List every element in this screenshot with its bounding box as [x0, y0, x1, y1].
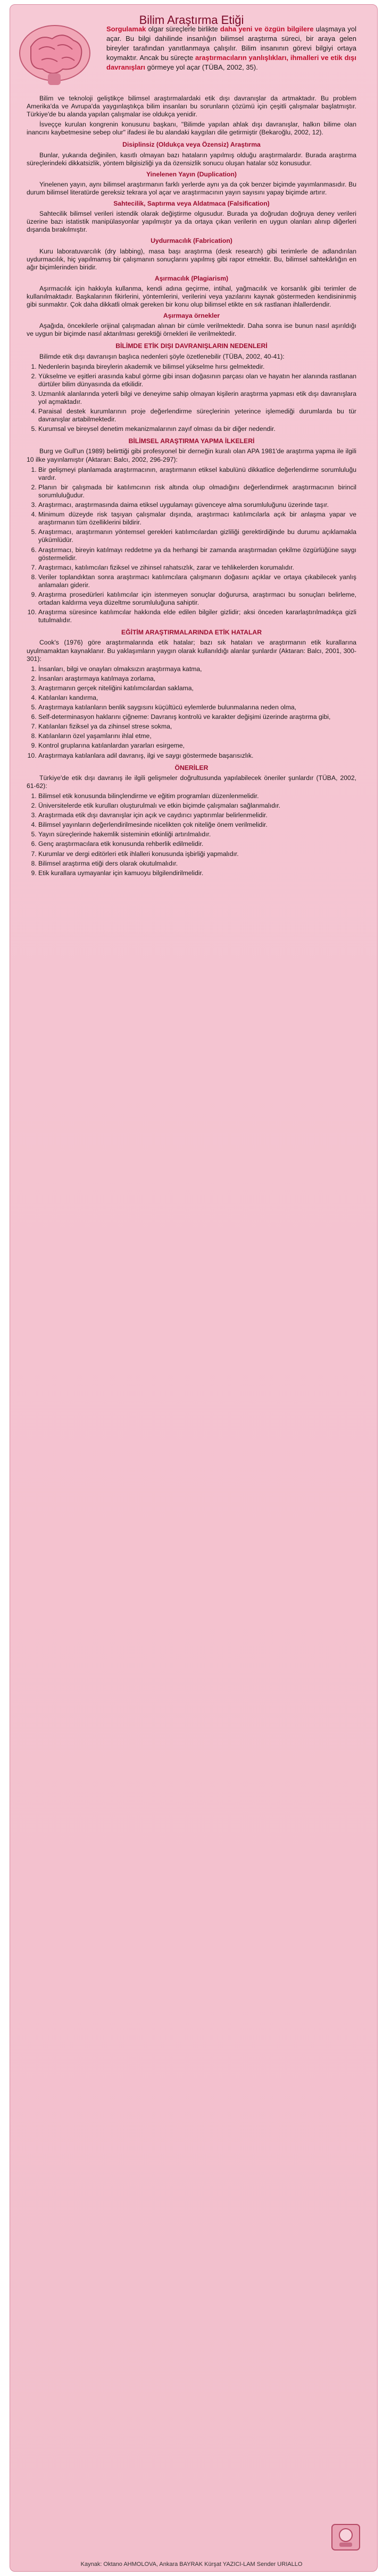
paragraph: Bilimde etik dışı davranışın başlıca nedenleri şöyle özetlenebilir (TÜBA, 2002, 40-41): — [39, 352, 285, 360]
numbered-list — [27, 665, 356, 760]
paragraph: İsveççe kurulan kongrenin konusunu başkanı, "Bilimde yapılan ahlak dışı davranışlar, halkın bilime olan inancını kaybetmesine sebep olur" ifadesi ile bu alandaki kaygıları dile getirmiştir (Bekaroğlu, 2002, 12). — [27, 121, 356, 137]
section-heading: Sahtecilik, Saptırma veya Aldatmaca (Falsification) — [113, 200, 270, 208]
section-heading: BİLİMDE ETİK DIŞI DAVRANIŞLARIN NEDENLERİ — [115, 342, 268, 350]
list-item: 3. Araştırmanın gerçek niteliğini katılımcılardan saklama, — [38, 684, 356, 692]
list-item: 4. Bilimsel yayınların değerlendirilmesinde nicelikten çok niteliğe önem verilmelidir. — [38, 821, 356, 829]
list-item: 2. Yükselme ve eşitleri arasında kabul görme gibi insan doğasının parçası olan ve hayatın her alanında rastlanan dürtüler bilim dünyasında da etkilidir. — [38, 372, 356, 388]
list-item: 2. Planın bir çalışmada bir katılımcının risk altında olup olmadığını değerlendirmek araştırmacının birincil sorumluluğudur. — [38, 484, 356, 499]
paragraph: Bilim ve teknoloji geliştikçe bilimsel araştırmalardaki etik dışı davranışlar da artmaktadır. Bu problem Amerika'da ve Avrupa'da yaygınlaştıkça bilim insanları bu sorunların çözümü için çeşitli çalışmalar başlatmıştır. Türkiye'de bu alanda yapılan çalışmalar ise oldukça yenidir. — [27, 95, 356, 118]
list-item: 8. Bilimsel araştırma etiği ders olarak okutulmalıdır. — [38, 860, 356, 868]
list-item: 6. Araştırmacı, bireyin katılmayı reddetme ya da herhangi bir zamanda araştırmadan çekilme özgürlüğüne saygı göstermelidir. — [38, 546, 356, 562]
list-item: 1. Nedenlerin başında bireylerin akademik ve bilimsel yükselme hırsı gelmektedir. — [38, 363, 356, 371]
list-item: 4. Minimum düzeyde risk taşıyan çalışmalar dışında, araştırmacı katılımcılarla açık bir anlaşma yapar ve araştırmanın tüm özelliklerini bildirir. — [38, 511, 356, 527]
list-item: 3. Araştırmada etik dışı davranışlar için açık ve caydırıcı yaptırımlar belirlenmelidir. — [38, 811, 356, 819]
section-heading: Aşırmacılık (Plagiarism) — [154, 274, 229, 282]
list-item: 4. Katılanları kandırma, — [38, 694, 356, 702]
footer-credits: Kaynak: Oktano AHMOLOVA, Ankara BAYRAK Kürşat YAZICI-LAM Sender URIALLO — [80, 2561, 303, 2567]
main-content — [27, 95, 356, 879]
brain-illustration — [15, 20, 95, 89]
numbered-list — [27, 466, 356, 625]
list-item: 7. Katılanları fiziksel ya da zihinsel strese sokma, — [38, 723, 356, 731]
list-item: 10. Araştırmaya katılanlara adil davranış, ilgi ve saygı göstermede başarısızlık. — [38, 752, 356, 760]
paragraph: Sahtecilik bilimsel verileri istendik olarak değiştirme olgusudur. Burada ya doğrudan doğruya deney verileri üzerine bazı istatistik manipülasyonlar yapılmıştır ya da ortaya çıkan verilerin en uygun olanları alınıp diğerleri dışarıda bırakılmıştır. — [27, 210, 356, 234]
list-item: 9. Kontrol gruplarına katılanlardan yararları esirgeme, — [38, 742, 356, 750]
paragraph: Türkiye'de etik dışı davranış ile ilgili gelişmeler doğrultusunda yapılabilecek öneriler şunlardır (TÜBA, 2002, 61-62): — [27, 774, 356, 790]
paragraph: Bunlar, yukarıda değinilen, kasıtlı olmayan bazı hataların yapılmış olduğu araştırmalardır. Burada araştırma süreçlerindeki dikkatsizlik, yöntem bilgisizliği ya da özensizlik sonucu oluşan hatalar söz konusudur. — [27, 151, 356, 167]
list-item: 7. Araştırmacı, katılımcıları fiziksel ve zihinsel rahatsızlık, zarar ve tehlikelerden korumalıdır. — [38, 564, 356, 572]
paragraph: Kuru laboratuvarcılık (dry labbing), masa başı araştırma (desk research) gibi terimlerle de adlandırılan uydurmacılık, hiç yapılmamış bir çalışmanın sonuçlarını yapılmış gibi rapor etmektir. Bu, bilimsel sahtekârlığın en ağır biçimlerinden biridir. — [27, 247, 356, 271]
paragraph: Yinelenen yayın, aynı bilimsel araştırmanın farklı yerlerde aynı ya da çok benzer biçimde yayımlanmasıdır. Bu durum bilimsel literatürde gereksiz tekrara yol açar ve araştırmacının yayın sayısını yapay biçimde artırır. — [27, 180, 356, 196]
list-item: 6. Self-determinasyon haklarını çiğneme: Davranış kontrolü ve karakter değişimi üzerinde araştırma gibi, — [38, 713, 356, 721]
list-item: 3. Uzmanlık alanlarında yeterli bilgi ve deneyime sahip olmayan kişilerin araştırma yapması etik dışı davranışlara yol açmaktadır. — [38, 390, 356, 406]
section-heading: Yinelenen Yayın (Duplication) — [146, 170, 237, 178]
paragraph: Cook's (1976) göre araştırmalarında etik hatalar; bazı sık hataları ve araştırmanın etik kurallarına uyulmamaktan kaynaklanır. Bu yaklaşımların yaygın olarak kullanıldığı alanlar şunlardır (Aktaran: Balcı, 2001, 300-301): — [27, 639, 356, 663]
list-item: 4. Paraisal destek kurumlarının proje değerlendirme süreçlerinin yeterince işlemediği durumlarda bu tür davranışlar artabilmektedir. — [38, 408, 356, 423]
list-item: 2. İnsanları araştırmaya katılmaya zorlama, — [38, 675, 356, 683]
list-item: 8. Katılanların özel yaşamlarını ihlal etme, — [38, 732, 356, 740]
paragraph: Aşırmacılık için hakkıyla kullanma, kendi adına geçirme, intihal, yağmacılık ve korsanlık gibi terimler de kullanılmaktadır. Başkalarının fikirlerini, yöntemlerini, verilerini veya yazılarını kaynak göstermeden kendisininmiş gibi sunmaktır. Çok daha dikkatli olmak gereken bir konu olup bilimsel etikte en sık rastlanan ihlallerdendir. — [27, 284, 356, 309]
section-heading: Aşırmaya örnekler — [163, 312, 220, 320]
section-heading: ÖNERİLER — [174, 764, 209, 772]
list-item: 9. Araştırma prosedürleri katılımcılar için istenmeyen sonuçlar doğurursa, araştırmacı bu sonuçları belirleme, ortadan kaldırma veya düzeltme sorumluluğuna sahiptir. — [38, 591, 356, 607]
list-item: 5. Araştırmacı, araştırmanın yöntemsel gerekleri katılımcılardan gizliliği gerektirdiğinde bu durumu açıklamakla yükümlüdür. — [38, 528, 356, 544]
list-item: 9. Etik kurallara uymayanlar için kamuoyu bilgilendirilmelidir. — [38, 869, 356, 877]
paragraph: Aşağıda, öncekilerle orijinal çalışmadan alınan bir cümle verilmektedir. Daha sonra ise bunun nasıl aşırıldığı ve uygun bir biçimde nasıl aktarılması gerektiği örnekleri ile verilmektedir. — [27, 322, 356, 338]
page-title: Bilim Araştırma Etiği — [139, 13, 244, 27]
section-heading: EĞİTİM ARAŞTIRMALARINDA ETİK HATALAR — [121, 629, 262, 637]
list-item: 1. Bilimsel etik konusunda bilinçlendirme ve eğitim programları düzenlenmelidir. — [38, 792, 356, 800]
list-item: 5. Kurumsal ve bireysel denetim mekanizmalarının zayıf olması da bir diğer nedendir. — [38, 425, 356, 433]
list-item: 10. Araştırma süresince katılımcılar hakkında elde edilen bilgiler gizlidir; aksi önceden kararlaştırılmadıkça gizli tutulmalıdır. — [38, 608, 356, 624]
list-item: 8. Veriler toplandıktan sonra araştırmacı katılımcılara çalışmanın doğasını açıklar ve ortaya çıkabilecek yanlış anlamaları giderir. — [38, 573, 356, 589]
paragraph: Burg ve Gull'un (1989) belirttiği gibi profesyonel bir derneğin kuralı olan APA 1981'de araştırma yapma ile ilgili 10 ilke yayınlamıştır (Aktaran: Balcı, 2002, 296-297): — [27, 447, 356, 463]
list-item: 3. Araştırmacı, araştırmasında daima etiksel uygulamayı güvenceye alma sorumluluğunu üzerinde taşır. — [38, 501, 356, 509]
list-item: 5. Yayın süreçlerinde hakemlik sisteminin etkinliği artırılmalıdır. — [38, 831, 356, 838]
list-item: 1. Bir gelişmeyi planlamada araştırmacının, araştırmanın etiksel kabulünü dikkatlice değerlendirme sorumluluğu vardır. — [38, 466, 356, 482]
numbered-list — [27, 792, 356, 877]
list-item: 6. Genç araştırmacılara etik konusunda rehberlik edilmelidir. — [38, 840, 356, 848]
intro-paragraph: Sorgulamak olgar süreçlerle birlikte daha yeni ve özgün bilgilere ulaşmaya yol açar. Bu bilgi dahilinde insanlığın bilimsel araştırma süreci, bir araya gelen bireyler tarafından yanıtlanmaya çalışılır. Bilim insanının görevi bilgiyi ortaya koymaktır. Ancak bu süreçte araştırmacıların yanlışlıkları, ihmalleri ve etik dışı davranışları görmeye yol açar (TÜBA, 2002, 35). — [106, 25, 357, 71]
decorative-image — [330, 2521, 362, 2553]
list-item: 1. İnsanları, bilgi ve onayları olmaksızın araştırmaya katma, — [38, 665, 356, 673]
section-heading: Uydurmacılık (Fabrication) — [151, 237, 232, 245]
numbered-list — [27, 363, 356, 434]
list-item: 5. Araştırmaya katılanların benlik saygısını küçültücü eylemlerde bulunmalarına neden olma, — [38, 704, 356, 711]
section-heading: BİLİMSEL ARAŞTIRMA YAPMA İLKELERİ — [128, 437, 255, 445]
section-heading: Disiplinsiz (Oldukça veya Özensiz) Araştırma — [122, 141, 261, 149]
list-item: 7. Kurumlar ve dergi editörleri etik ihlalleri konusunda işbirliği yapmalıdır. — [38, 850, 356, 858]
list-item: 2. Üniversitelerde etik kurulları oluşturulmalı ve etkin biçimde çalışmaları sağlanmalıdır. — [38, 802, 356, 810]
